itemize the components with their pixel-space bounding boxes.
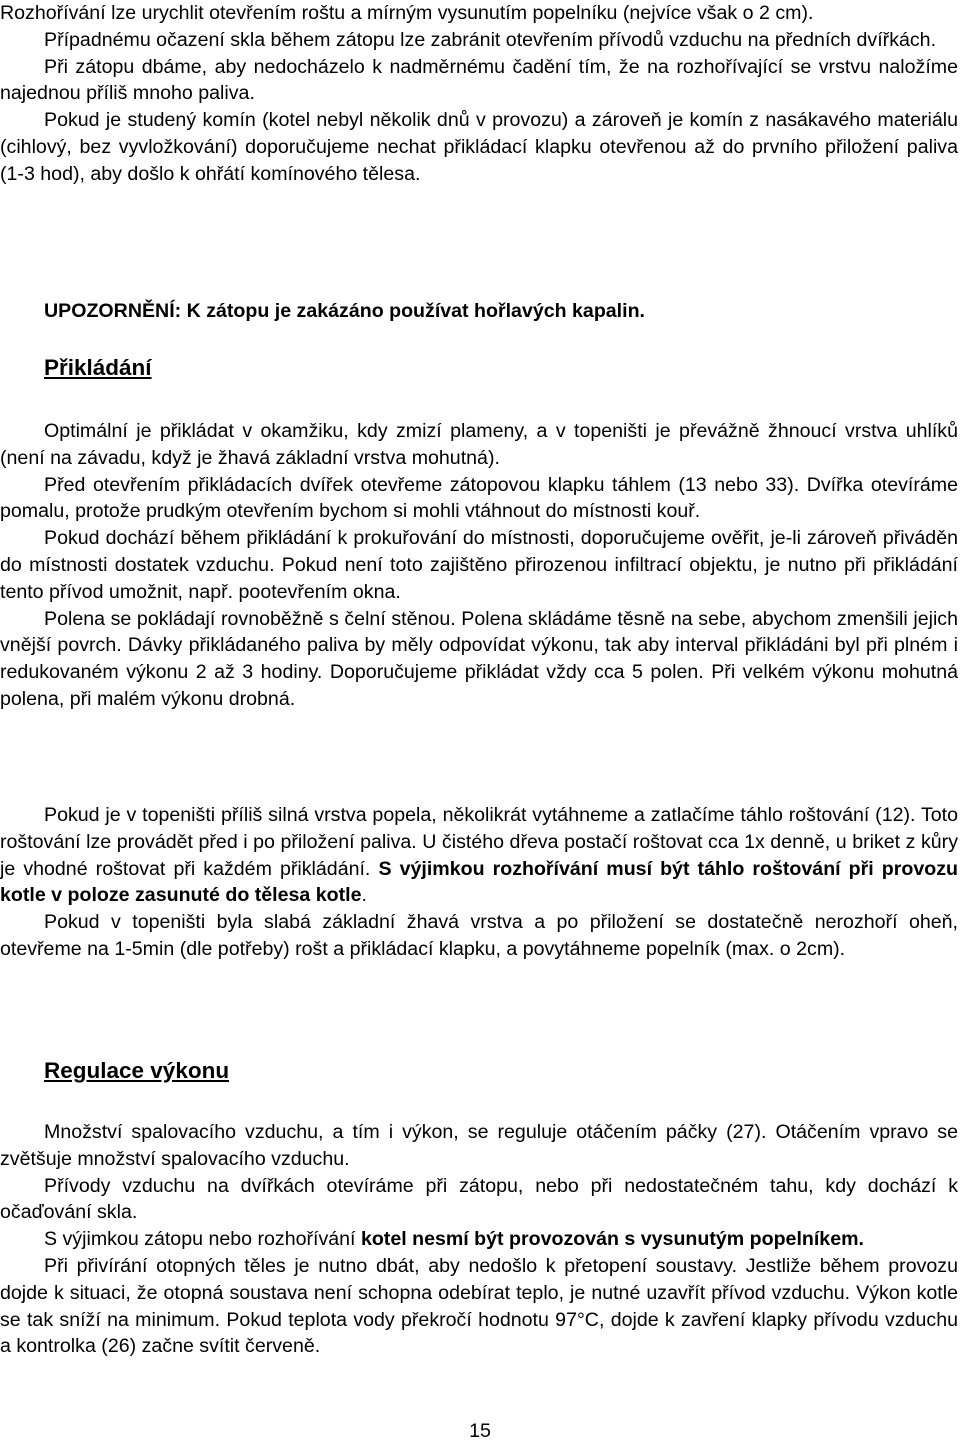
paragraph-rostovani xyxy=(0,802,958,909)
paragraph-slaba-vrstva: Pokud v topeništi byla slabá základní žhavá vrstva a po přiložení se dostatečně nerozhoří oheň, otevřeme na 1-5min (dle potřeby) rošt a přikládací klapku, a povytáhneme popelník (max. o 2cm). xyxy=(0,911,958,960)
paragraph-popelnik xyxy=(0,1226,958,1253)
paragraph-optimalni: Optimální je přikládat v okamžiku, kdy zmizí plameny, a v topeništi je převážně žhnoucí vrstva uhlíků (není na závadu, když je žhavá základní vrstva mohutná). xyxy=(0,420,958,469)
page-number: 15 xyxy=(469,1420,491,1442)
heading-regulace-vykonu: Regulace výkonu xyxy=(44,1058,230,1083)
paragraph-pretopeni: Při přivírání otopných těles je nutno dbát, aby nedošlo k přetopení soustavy. Jestliže během provozu dojde k situaci, že otopná soustava není schopna odebírat teplo, je nutné uzavřít přívod vzduchu. Výkon kotle se tak sníží na minimum. Pokud teplota vody překročí hodnotu 97°C, dojde k zavření klapky přívodu vzduchu a kontrolka (26) začne svítit červeně. xyxy=(0,1254,958,1358)
paragraph-ocazeni: Případnému očazení skla během zátopu lze zabránit otevřením přívodů vzduchu na předních dvířkách. xyxy=(44,28,937,51)
rostovani-bold: S výjimkou rozhořívání musí být táhlo roštování při provozu kotle v poloze zasunuté do tělesa kotle xyxy=(0,857,958,907)
paragraph-prokurovani: Pokud dochází během přikládání k prokuřování do místnosti, doporučujeme ověřit, je-li zároveň přiváděn do místnosti dostatek vzduchu. Pokud není toto zajištěno přirozenou infiltrací objektu, je nutno při přikládání tento přívod umožnit, např. pootevřením okna. xyxy=(0,527,958,603)
paragraph-polena: Polena se pokládají rovnoběžně s čelní stěnou. Polena skládáme těsně na sebe, abychom zmenšili jejich vnější povrch. Dávky přikládaného paliva by měly odpovídat výkonu, tak aby interval přikládáni byl při plném i redukovaném výkonu 2 až 3 hodiny. Doporučujeme přikládat vždy cca 5 polen. Při velkém výkonu mohutná polena, při malém výkonu drobná. xyxy=(0,607,958,710)
rostovani-end: . xyxy=(361,884,367,907)
rostovani-normal: Pokud je v topeništi příliš silná vrstva popela, několikrát vytáhneme a zatlačíme táhlo roštování (12). Toto roštování lze provádět před i po přiložení paliva. U čistého dřeva postačí roštovat cca 1x denně, u briket z kůry je vhodné roštovat při každém přikládání. xyxy=(0,804,958,880)
paragraph-cadeni: Při zátopu dbáme, aby nedocházelo k nadměrnému čadění tím, že na rozhořívající se vrstvu naložíme najednou příliš mnoho paliva. xyxy=(0,55,958,105)
rostovani-text xyxy=(0,802,958,963)
paragraph-studeny-komin: Pokud je studený komín (kotel nebyl několik dnů v provozu) a zároveň je komín z nasákavého materiálu (cihlový, bez vyvložkování) doporučujeme nechat přikládací klapku otevřenou až do prvního přiložení paliva (1-3 hod), aby došlo k ohřátí komínového tělesa. xyxy=(0,109,958,185)
prikladani-text xyxy=(0,418,958,713)
intro-text xyxy=(0,0,958,188)
regulace-text xyxy=(0,1119,958,1360)
paragraph-dvirka: Před otevřením přikládacích dvířek otevřeme zátopovou klapku táhlem (13 nebo 33). Dvířka otevíráme pomalu, protože prudkým otevřením bychom si mohli vtáhnout do místnosti kouř. xyxy=(0,473,958,523)
paragraph-rozhorivani: Rozhořívání lze urychlit otevřením roštu a mírným vysunutím popelníku (nejvíce však o 2 cm). xyxy=(0,2,814,24)
warning-text: UPOZORNĚNÍ: K zátopu je zakázáno používat hořlavých kapalin. xyxy=(44,300,645,322)
popelnik-normal: S výjimkou zátopu nebo rozhořívání xyxy=(44,1228,361,1251)
paragraph-mnozstvi-vzduchu: Množství spalovacího vzduchu, a tím i výkon, se reguluje otáčením páčky (27). Otáčením vpravo se zvětšuje množství spalovacího vzduchu. xyxy=(0,1121,958,1170)
popelnik-bold: kotel nesmí být provozován s vysunutým popelníkem. xyxy=(360,1228,864,1251)
heading-prikladani: Přikládání xyxy=(44,355,152,380)
paragraph-privody-vzduchu: Přívody vzduchu na dvířkách otevíráme při zátopu, nebo při nedostatečném tahu, kdy dochází k očaďování skla. xyxy=(0,1174,958,1224)
